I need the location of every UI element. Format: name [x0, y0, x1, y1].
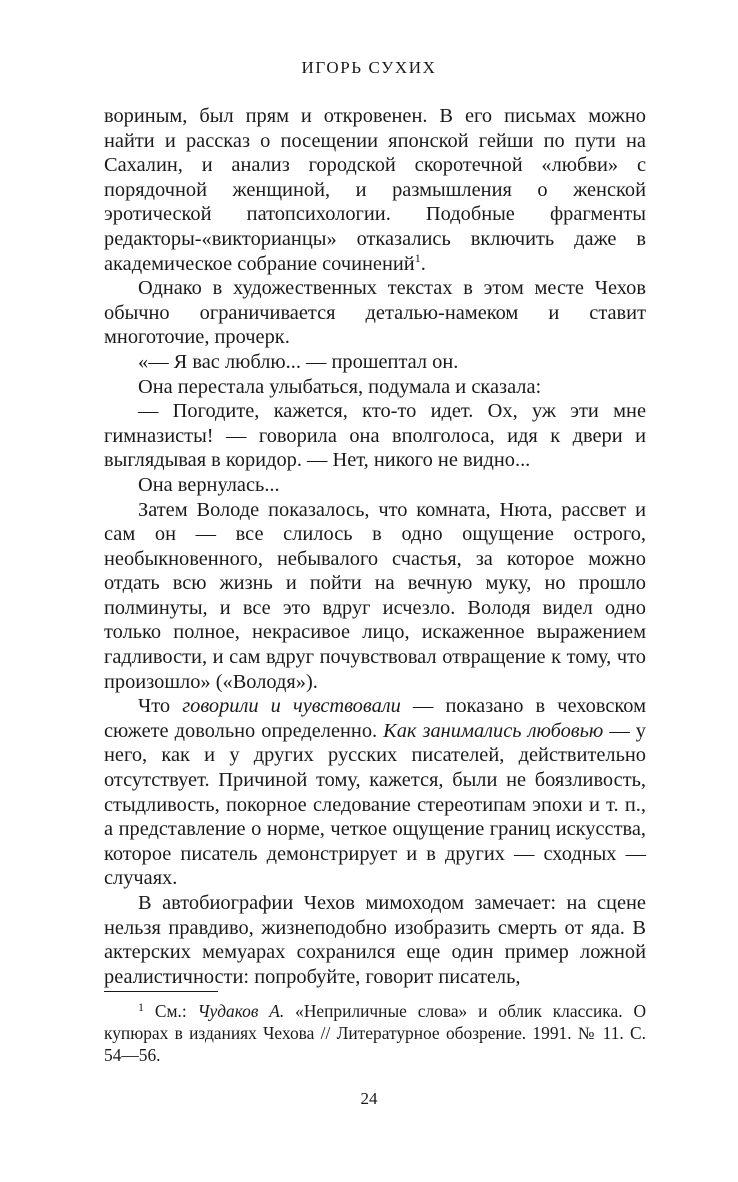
- paragraph-2: Однако в художественных текстах в этом месте Чехов обычно ограничивается деталью-намеком и ставит многоточие, прочерк.: [104, 277, 646, 349]
- quote-line-4: Она вернулась...: [138, 473, 280, 496]
- quote-line-5: Затем Володе показалось, что комната, Нюта, рассвет и сам он — все слилось в одно ощущение острого, необыкновенного, небывалого счастья, за которое можно отдать всю жизнь и пойти на вечную муку, но прошло полминуты, и все это вдруг исчезло. Володя видел одно только полное, некрасивое лицо, искаженное выражением гадливости, и сам вдруг почувствовал отвращение к тому, что произошло» («Володя»).: [104, 498, 646, 693]
- footnote-author: Чудаков А.: [197, 1001, 285, 1021]
- page-number: 24: [360, 1089, 378, 1108]
- quote-line-1: «— Я вас люблю... — прошептал он.: [138, 350, 459, 373]
- footnote-reference: 1: [414, 250, 421, 265]
- running-title: ИГОРЬ СУХИХ: [301, 58, 437, 77]
- footnote-separator: [104, 991, 218, 992]
- footnote: $^1$ См.: Чудаков А. «Неприличные слова» и облик классика. О купюрах в изданиях Чехова // Литературное обозрение. 1991. № 11. С. 54—56.: [104, 1000, 646, 1065]
- italic-phrase: Как занимались любовью: [383, 719, 604, 742]
- paragraph-1: вориным, был прям и откровенен. В его письмах можно найти и рассказ о посещении японской гейши по пути на Сахалин, и анализ городской скоротечной «любви» с порядочной женщиной, и размышления о женской эротической патопсихологии. Подобные фрагменты редакторы-«викторианцы» отказались включить даже в академическое собрание сочинений$^1$.: [104, 105, 646, 275]
- footnote-number: 1: [138, 1000, 144, 1014]
- paragraph-4: В автобиографии Чехов мимоходом замечает: на сцене нельзя правдиво, жизнеподобно изобразить смерть от яда. В актерских мемуарах сохранился еще один пример ложной реалистичности: попробуйте, говорит писатель,: [104, 892, 646, 988]
- main-text: [104, 104, 646, 989]
- paragraph-3: Что говорили и чувствовали — показано в чеховском сюжете довольно определенно. Как занимались любовью — у него, как и у других русских писателей, действительно отсутствует. Причиной тому, кажется, были не боязливость, стыдливость, покорное следование стереотипам эпохи и т. п., а представление о норме, четкое ощущение границ искусства, которое писатель демонстрирует и в других — сходных — случаях.: [104, 695, 647, 890]
- quote-line-2: Она перестала улыбаться, подумала и сказала:: [138, 375, 542, 398]
- quote-line-3: — Погодите, кажется, кто-то идет. Ох, уж эти мне гимназисты! — говорила она вполголоса, идя к двери и выглядывая в коридор. — Нет, никого не видно...: [104, 400, 646, 472]
- italic-phrase: говорили и чувствовали: [182, 695, 401, 718]
